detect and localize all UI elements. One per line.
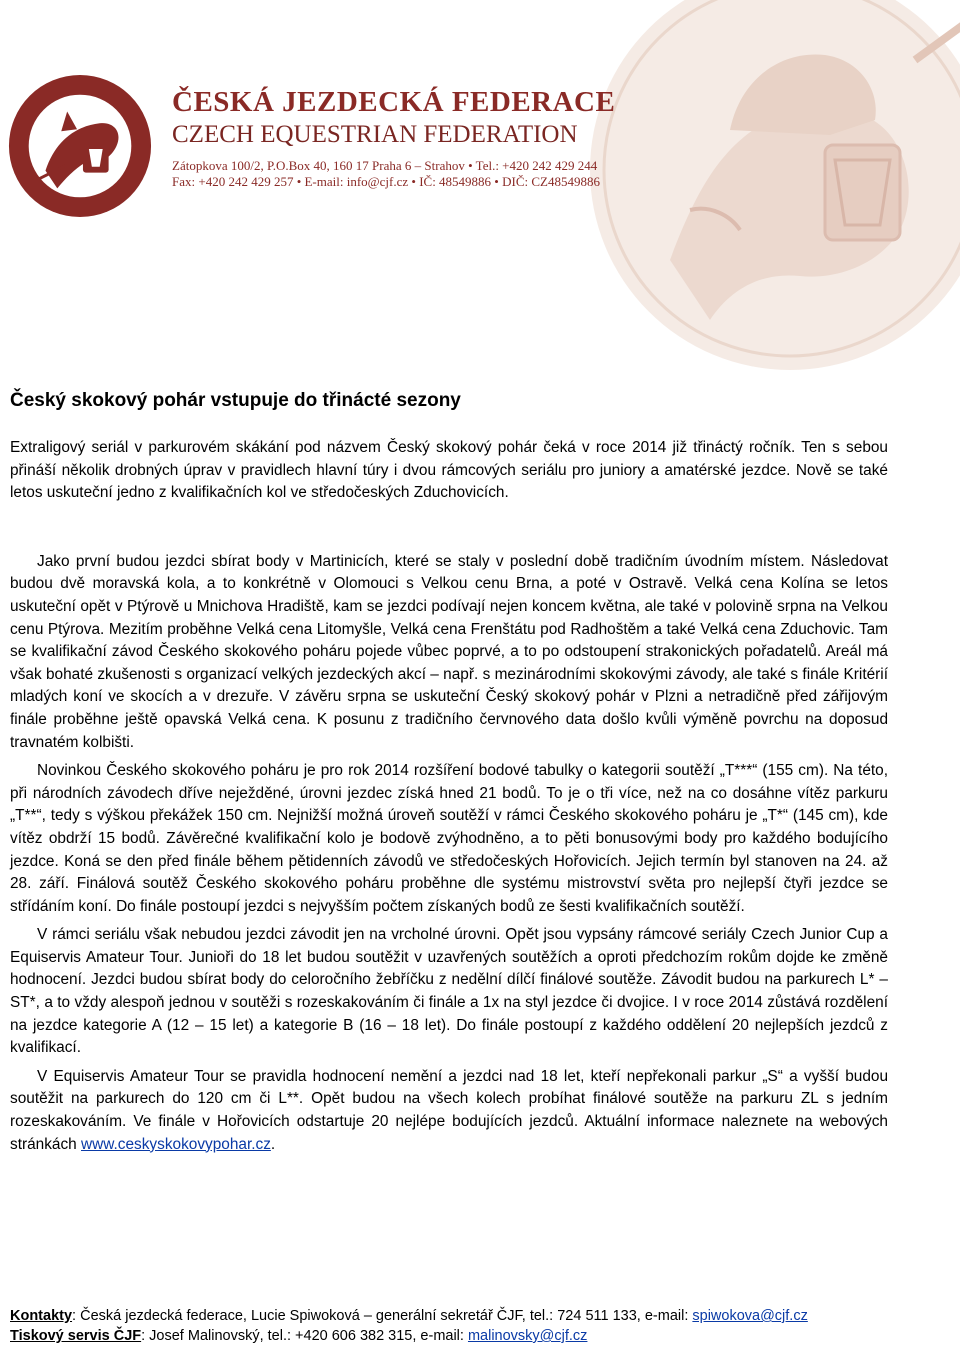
watermark-knight-emblem xyxy=(580,0,960,380)
article xyxy=(10,388,888,1156)
press-text: : Josef Malinovský, tel.: +420 606 382 315, e-mail: xyxy=(141,1328,468,1344)
article-paragraph-3: V rámci seriálu však nebudou jezdci závodit jen na vrcholné úrovni. Opět jsou vypsány rámcové seriály Czech Junior Cup a Equiservis Amateur Tour. Junioři do 18 let budou soutěžit v uzavřených soutěžích a oproti předchozím rokům dojde ke změně hodnocení. Jezdci budou sbírat body do celoročního žebříčku z nedělní dílčí finálové soutěže. Závodit budou na parkurech L* – ST*, a to vždy alespoň jednou v soutěži s rozeskakováním či finále a 1x na styl jezdce či dvojice. I v roce 2014 zůstává rozdělení na jezdce kategorie A (12 – 15 let) a kategorie B (16 – 18 let). Do finále postoupí z každého oddělení 20 nejlepších jezdců z kvalifikací. xyxy=(10,926,888,1057)
article-paragraph-2: Novinkou Českého skokového poháru je pro rok 2014 rozšíření bodové tabulky o kategorii soutěží „T***“ (155 cm). Na této, při národních závodech dříve neježděné, úrovni jezdec získá hned 21 bodů. To je o tři více, než na co dosáhne vítěz parkuru „T**“, tedy s výškou překážek 150 cm. Nejnižší možná úroveň soutěží v rámci Českého skokového poháru je „T*“ (145 cm), kde vítěz obdrží 15 bodů. Závěrečné kvalifikační kolo je bodově zvýhodněno, a to pěti bonusovými body pro každého bodujícího jezdce. Koná se den před finále během pětidenních závodů ve středočeských Hořovicích. Jejich termín byl stanoven na 24. až 28. září. Finálová soutěž Českého skokového poháru proběhne dle systému mistrovství světa pro nejlepší čtyři jezdce se střídáním koní. Do finále postoupí jezdci s nejvyšším počtem získaných bodů ze šesti kvalifikačních soutěží. xyxy=(10,762,888,915)
article-paragraph-4-end: . xyxy=(270,1135,276,1153)
contact-label: Kontakty xyxy=(10,1308,73,1324)
press-email-link[interactable]: malinovsky@cjf.cz xyxy=(467,1328,588,1344)
article-paragraph-4-text: V Equiservis Amateur Tour se pravidla hodnocení nemění a jezdci nad 18 let, kteří nepřekonali parkur „S“ a vyšší budou soutěžit na parkurech do 120 cm či L**. Opět budou na všech kolech probíhat finálové soutěže na parkuru ZL s jedním rozeskakováním. Ve finále v Hořovicích odstartuje 20 nejlépe bodujících jezdců. Aktuální informace naleznete na webových stránkách xyxy=(10,1067,888,1153)
footer-contact-line xyxy=(10,1306,808,1326)
org-address xyxy=(172,158,615,190)
org-address-line2: Fax: +420 242 429 257 • E-mail: info@cjf.cz • IČ: 48549886 • DIČ: CZ48549886 xyxy=(172,174,600,189)
contact-email-link[interactable]: spiwokova@cjf.cz xyxy=(692,1308,808,1324)
article-paragraph-4 xyxy=(10,1066,888,1156)
org-name-cz: ČESKÁ JEZDECKÁ FEDERACE xyxy=(172,86,616,118)
press-label: Tiskový servis ČJF xyxy=(10,1328,142,1344)
article-paragraph-1: Jako první budou jezdci sbírat body v Martinicích, které se staly v poslední době tradičním úvodním místem. Následovat budou dvě moravská kola, a to konkrétně v Olomouci s Velkou cenu Brna, a poté v Ostravě. Velká cena Kolína se letos uskuteční opět v Ptýrově u Mnichova Hradiště, kam se jezdci podívají nejen koncem května, ale také v polovině srpna na Velkou cenu Ptýrova. Mezitím proběhne Velká cena Litomyšle, Velká cena Frenštátu pod Radhoštěm a také Velká cena Zduchovic. Tam se kvalifikační závod Českého skokového poháru pojede vůbec poprvé, a to po odstoupení strakonických pořadatelů. Areál má však bohaté zkušenosti s organizací velkých jezdeckých akcí – např. s mezinárodními skokovými závody, ale také s finále Kritérií mladých koní ve skocích a v drezuře. V závěru srpna se uskuteční Český skokový pohár v Plzni a netradičně před zářijovým finále proběhne ještě opavská Velká cena. K posunu z tradičního červnového data došlo kvůli výměně povrchu na doposud travnatém kolbišti. xyxy=(10,552,888,751)
footer-press-line xyxy=(10,1326,808,1346)
cjf-logo xyxy=(6,72,154,220)
org-name-en: CZECH EQUESTRIAN FEDERATION xyxy=(172,121,578,148)
website-link[interactable]: www.ceskyskokovypohar.cz xyxy=(81,1135,271,1153)
org-address-line1: Zátopkova 100/2, P.O.Box 40, 160 17 Praha 6 – Strahov • Tel.: +420 242 429 244 xyxy=(172,158,598,173)
footer-contacts xyxy=(10,1306,808,1346)
article-lead: Extraligový seriál v parkurovém skákání pod názvem Český skokový pohár čeká v roce 2014 již třináctý ročník. Ten s sebou přináší několik drobných úprav v pravidlech hlavní túry i dvou rámcových seriálu pro juniory a amatérské jezdce. Nově se také letos uskuteční jedno z kvalifikačních kol ve středočeských Zduchovicích. xyxy=(10,439,888,502)
org-header xyxy=(172,86,615,190)
contact-text: : Česká jezdecká federace, Lucie Spiwoková – generální sekretář ČJF, tel.: 724 511 133, e-mail: xyxy=(72,1308,693,1324)
article-title: Český skokový pohár vstupuje do třinácté sezony xyxy=(10,390,461,411)
